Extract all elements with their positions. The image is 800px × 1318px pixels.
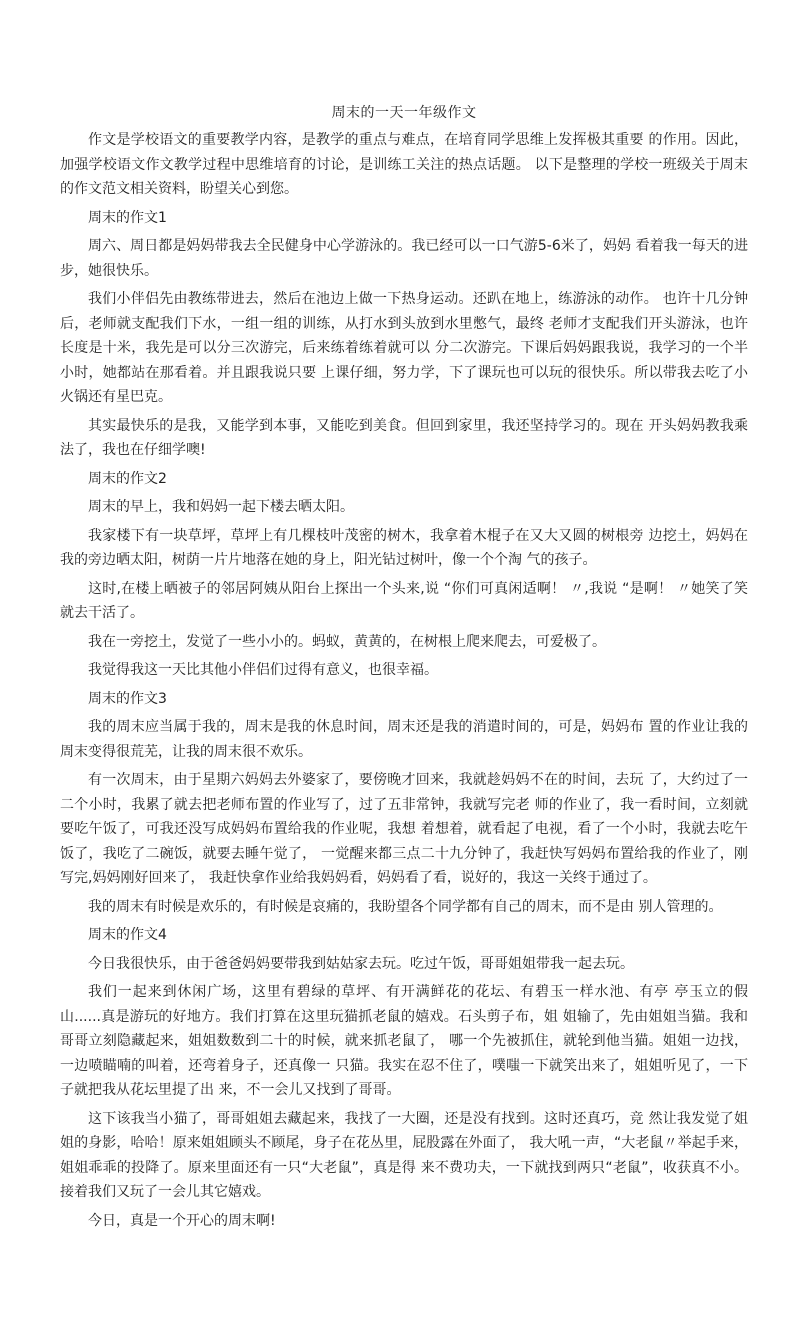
essay-paragraph: 我们一起来到休闲广场，这里有碧绿的草坪、有开满鲜花的花坛、有碧玉一样水池、有亭 亭玉立的假山......真是游玩的好地方。我们打算在这里玩猫抓老鼠的嬉戏。石头剪子布，姐 姐输了，先由姐姐当猫。我和哥哥立刻隐藏起来，姐姐数数到二十的时候，就来抓老鼠了， 哪一个先被抓住，就轮到他当猫。姐姐一边找，一边喷瞄喃的叫着，还弯着身子，还真像一 只猫。我实在忍不住了，噗嗤一下就笑出来了，姐姐听见了，一下子就把我从花坛里提了出 来，不一会儿又找到了哥哥。 xyxy=(60,984,748,1098)
essay-heading: 周末的作文1 xyxy=(88,209,167,226)
essay-paragraph: 有一次周末，由于星期六妈妈去外婆家了，要傍晚才回来，我就趁妈妈不在的时间，去玩 了，大约过了一二个小时，我累了就去把老师布置的作业写了，过了五非常钟，我就写完老 师的作业了，我一看时间，立刻就要吃午饭了，可我还没写成妈妈布置给我的作业呢，我想 着想着，就看起了电视，看了一个小时，我就去吃午饭了，我吃了二碗饭，就要去睡午觉了， 一觉醒来都三点二十九分钟了，我赶快写妈妈布置给我的作业了，刚写完,妈妈刚好回来了， 我赶快拿作业给我妈妈看，妈妈看了看，说好的，我这一关终于通过了。 xyxy=(60,772,748,886)
essay-3 xyxy=(60,687,748,920)
essay-1 xyxy=(60,206,748,463)
essay-paragraph: 今日我很快乐，由于爸爸妈妈要带我到姑姑家去玩。吃过午饭，哥哥姐姐带我一起去玩。 xyxy=(88,955,634,972)
essay-paragraph: 其实最快乐的是我，又能学到本事，又能吃到美食。但回到家里，我还坚持学习的。现在 开头妈妈教我乘法了，我也在仔细学噢! xyxy=(60,417,748,458)
document-page xyxy=(60,104,748,1237)
essay-paragraph: 这下该我当小猫了，哥哥姐姐去藏起来，我找了一大圈，还是没有找到。这时还真巧，竞 然让我发觉了姐姐的身影，哈哈！原来姐姐顾头不顾尾，身子在花丛里，屁股露在外面了， 我大吼一声，“大老鼠〃举起手来，姐姐乖乖的投降了。原来里面还有一只“大老鼠”，真是得 来不费功夫，一下就找到两只“老鼠”，收获真不小。接着我们又玩了一会儿其它嬉戏。 xyxy=(60,1110,748,1200)
essay-heading: 周末的作文2 xyxy=(88,470,167,487)
essay-paragraph: 我在一旁挖土，发觉了一些小小的。蚂蚁，黄黄的，在树根上爬来爬去，可爱极了。 xyxy=(88,633,606,650)
essay-2 xyxy=(60,467,748,683)
essay-paragraph: 我觉得我这一天比其他小伴侣们过得有意义，也很幸福。 xyxy=(88,662,438,678)
essay-4 xyxy=(60,923,748,1233)
essay-paragraph: 周六、周日都是妈妈带我去全民健身中心学游泳的。我已经可以一口气游5-6米了，妈妈 看着我一每天的进步，她很快乐。 xyxy=(60,238,748,279)
document-title: 周末的一天一年级作文 xyxy=(331,105,477,121)
essay-paragraph: 我的周末应当属于我的，周末是我的休息时间，周末还是我的消遣时间的，可是，妈妈布 置的作业让我的周末变得很荒芜，让我的周末很不欢乐。 xyxy=(60,719,748,760)
essay-paragraph: 我家楼下有一块草坪，草坪上有几棵枝叶茂密的树木，我拿着木棍子在又大又圆的树根旁 边挖土，妈妈在我的旁边晒太阳，树荫一片片地落在她的身上，阳光钻过树叶，像一个个淘 气的孩子。 xyxy=(60,527,748,568)
essay-paragraph: 我们小伴侣先由教练带进去，然后在池边上做一下热身运动。还趴在地上，练游泳的动作。 也许十几分钟后，老师就支配我们下水，一组一组的训练，从打水到头放到水里憋气，最终 老师才支配我们开头游泳，也许长度是十米，我先是可以分三次游完，后来练着练着就可以 分二次游完。下课后妈妈跟我说，我学习的一个半小时，她都站在那看着。并且跟我说只要 上课仔细，努力学，下了课玩也可以玩的很快乐。所以带我去吃了小火锅还有星巴克。 xyxy=(60,291,748,405)
essay-paragraph: 今日，真是一个开心的周末啊! xyxy=(88,1212,276,1229)
essay-paragraph: 周末的早上，我和妈妈一起下楼去晒太阳。 xyxy=(88,499,354,515)
intro-paragraph: 作文是学校语文的重要教学内容，是教学的重点与难点，在培育同学思维上发挥极其重要 的作用。因此，加强学校语文作文教学过程中思维培育的讨论，是训练工关注的热点话题。 以下是整理的学校一班级关于周末的作文范文相关资料，盼望关心到您。 xyxy=(60,132,748,197)
essay-heading: 周末的作文4 xyxy=(88,927,167,943)
essay-paragraph: 这时,在楼上晒被子的邻居阿姨从阳台上探出一个头来,说 “你们可真闲适啊！ 〃,我说 “是啊！ 〃她笑了笑就去干活了。 xyxy=(60,580,748,621)
essay-paragraph: 我的周末有时候是欢乐的，有时候是哀痛的，我盼望各个同学都有自己的周末，而不是由 别人管理的。 xyxy=(88,898,723,915)
essay-heading: 周末的作文3 xyxy=(88,690,167,707)
